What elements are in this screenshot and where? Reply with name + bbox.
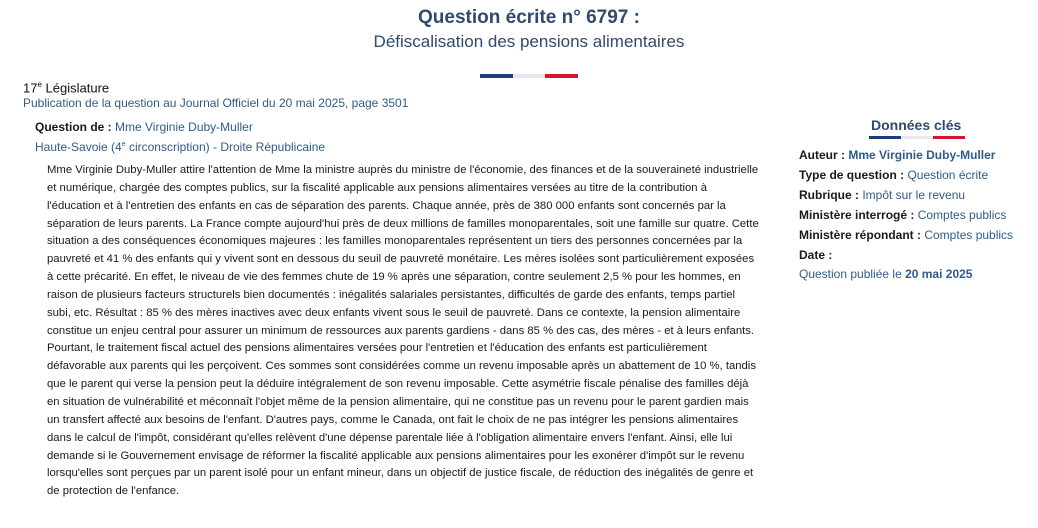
question-author-line (35, 119, 253, 135)
constituency-region: Haute-Savoie (4 (35, 140, 122, 154)
rubrique-link[interactable]: Impôt sur le revenu (862, 187, 966, 202)
type-row (799, 166, 1037, 186)
type-value: Question écrite (907, 167, 989, 182)
question-title: Question écrite n° 6797 : (418, 7, 640, 28)
type-label: Type de question : (799, 167, 908, 182)
legislature-number: 17 (23, 80, 38, 96)
key-data-divider (869, 136, 965, 139)
publication-info: Publication de la question au Journal Officiel du 20 mai 2025, page 3501 (23, 96, 409, 110)
date-label: Date : (799, 247, 833, 262)
rubrique-label: Rubrique : (799, 187, 863, 202)
question-author-link[interactable]: Mme Virginie Duby-Muller (115, 120, 253, 134)
tricolor-divider (480, 74, 578, 78)
legislature-label (23, 77, 109, 96)
author-label: Auteur : (799, 148, 849, 162)
ministere-repondant-label: Ministère répondant : (799, 227, 925, 242)
constituency-line (35, 137, 325, 155)
constituency-sup: e (121, 141, 126, 148)
ministere-repondant-row (799, 226, 1037, 246)
ministere-interroge-link[interactable]: Comptes publics (917, 207, 1007, 222)
legislature-text: Législature (41, 80, 110, 96)
rubrique-row (799, 186, 1037, 206)
ministere-interroge-row (799, 206, 1037, 226)
ministere-repondant-link[interactable]: Comptes publics (924, 227, 1014, 242)
date-text: Question publiée le (799, 267, 906, 282)
author-row (799, 146, 1037, 166)
date-published-row (799, 265, 1037, 285)
key-data-panel (799, 146, 1037, 285)
date-value: 20 mai 2025 (905, 267, 973, 282)
page-header (0, 6, 1038, 53)
author-link[interactable]: Mme Virginie Duby-Muller (848, 148, 996, 162)
key-data-title: Données clés (871, 117, 962, 133)
date-row (799, 246, 1037, 266)
question-body: Mme Virginie Duby-Muller attire l'attention de Mme la ministre auprès du ministre de l'économie, des finances et de la souveraineté industrielle et numérique, chargée des comptes publics, sur la fiscalité applicable aux pensions alimentaires versées au titre de la contribution à l'éducation et à l'entretien des enfants en cas de séparation des parents. Chaque année, près de 380 000 enfants sont concernés par la séparation de leurs parents. La France compte aujourd'hui près de deux millions de familles monoparentales, soit une famille sur quatre. Cette situation a des conséquences économiques majeures : les familles monoparentales représentent un tiers des personnes concernées par la pauvreté et 41 % des enfants qui y vivent sont en dessous du seuil de pauvreté monétaire. Les mères isolées sont particulièrement exposées à cette précarité. En effet, le niveau de vie des femmes chute de 19 % après une séparation, contre seulement 2,5 % pour les hommes, en raison de plusieurs facteurs structurels bien documentés : inégalités salariales persistantes, difficultés de garde des enfants, temps partiel subi, etc. Résultat : 85 % des mères inactives avec deux enfants vivent sous le seuil de pauvreté. Dans ce contexte, la pension alimentaire constitue un enjeu central pour assurer un minimum de ressources aux parents gardiens - dans 85 % des cas, des mères - et à leurs enfants. Pourtant, le traitement fiscal actuel des pensions alimentaires versées pour l'entretien et l'éducation des enfants est particulièrement défavorable aux parents qui les perçoivent. Ces sommes sont considérées comme un revenu imposable après un abattement de 10 %, tandis que le parent qui verse la pension peut la déduire intégralement de son revenu imposable. Cette asymétrie fiscale pénalise des familles déjà en situation de vulnérabilité et méconnaît l'objet même de la pension alimentaire, qui ne constitue pas un revenu pour le parent gardien mais un transfert affecté aux besoins de l'enfant. D'autres pays, comme le Canada, ont fait le choix de ne pas intégrer les pensions alimentaires dans le calcul de l'impôt, considérant qu'elles relèvent d'une dépense parentale liée à l'obligation alimentaire envers l'enfant. Ainsi, elle lui demande si le Gouvernement envisage de réformer la fiscalité applicable aux pensions alimentaires pour les exonérer d'impôt sur le revenu lorsqu'elles sont perçues par un parent isolé pour un enfant mineur, dans un objectif de justice fiscale, de réduction des inégalités de genre et de protection de l'enfance. (47, 164, 759, 498)
question-subtitle: Défiscalisation des pensions alimentaires (373, 32, 685, 51)
ministere-interroge-label: Ministère interrogé : (799, 207, 918, 222)
legislature-suffix: e (37, 80, 42, 89)
question-author-label: Question de : (35, 120, 116, 134)
constituency-rest: circonscription) - Droite Républicaine (125, 140, 326, 154)
